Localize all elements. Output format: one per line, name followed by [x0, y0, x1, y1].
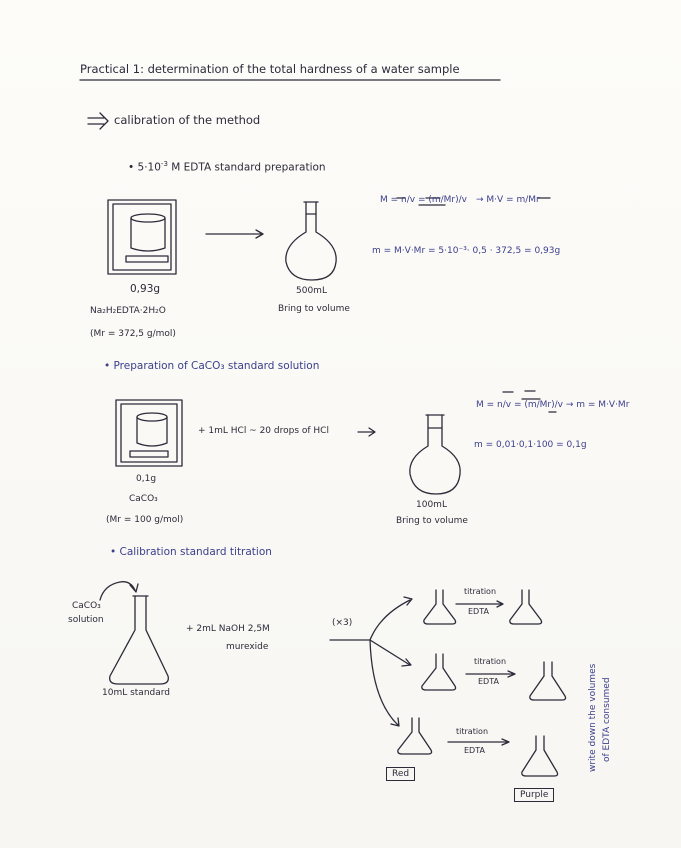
pour-arrow-icon: [100, 582, 138, 600]
section1-formula-1b: → M·V = m/Mr: [476, 195, 540, 205]
double-arrow-icon: [88, 113, 108, 129]
section2-compound: CaCO₃: [129, 494, 158, 504]
section2-mass: 0,1g: [136, 474, 157, 484]
calibration-heading: calibration of the method: [114, 113, 261, 127]
caco3-label: CaCO₃: [72, 601, 101, 611]
section1-molar-mass: (Mr = 372,5 g/mol): [90, 329, 176, 339]
volumetric-flask-icon: [286, 202, 336, 280]
volumetric-flask-icon-2: [410, 415, 460, 494]
standard-flask-label: 10mL standard: [102, 688, 171, 698]
section1-formula-2: m = M·V·Mr = 5·10⁻³· 0,5 · 372,5 = 0,93g: [372, 246, 561, 256]
section1-flask-volume: 500mL: [296, 286, 327, 296]
arrow-icon: [206, 230, 263, 238]
section3-heading: • Calibration standard titration: [110, 546, 272, 558]
section1-heading-rest: M EDTA standard preparation: [171, 161, 326, 174]
arrow-icon-2: [358, 428, 375, 436]
section2-formula-1: M = n/v = (m/Mr)/v → m = M·V·Mr: [476, 400, 630, 410]
red-color-label: Red: [386, 767, 415, 781]
section1-heading-exp: -3: [160, 160, 168, 168]
side-note-2: of EDTA consumed: [602, 677, 612, 762]
titration-label-1: titration: [464, 587, 497, 596]
balance-icon: [108, 200, 176, 274]
edta-label-1: EDTA: [468, 607, 489, 616]
section1-mass: 0,93g: [130, 283, 161, 295]
murexide-reagent: murexide: [226, 642, 269, 652]
page-title: Practical 1: determination of the total hardness of a water sample: [80, 62, 460, 76]
section1-flask-note: Bring to volume: [278, 304, 350, 314]
section2-molar-mass: (Mr = 100 g/mol): [106, 515, 184, 525]
edta-label-2: EDTA: [478, 677, 499, 686]
purple-color-label: Purple: [514, 788, 554, 802]
section2-heading-text: Preparation of CaCO₃ standard solution: [113, 360, 320, 372]
balance-icon-2: [116, 400, 182, 466]
naoh-reagent: + 2mL NaOH 2,5M: [186, 624, 270, 634]
section1-heading-prefix: 5·10: [137, 161, 161, 174]
section1-formula-1a: M = n/v = (m/Mr)/v: [380, 195, 467, 205]
side-note-1: write down the volumes: [588, 663, 598, 772]
section2-flask-volume: 100mL: [416, 500, 447, 510]
section3-heading-text: Calibration standard titration: [119, 546, 272, 558]
solution-label: solution: [68, 615, 104, 625]
edta-label-3: EDTA: [464, 746, 485, 755]
titration-label-2: titration: [474, 657, 507, 666]
section1-compound: Na₂H₂EDTA·2H₂O: [90, 306, 166, 316]
erlenmeyer-flask-icon: [110, 596, 169, 684]
section2-heading: • Preparation of CaCO₃ standard solution: [104, 360, 320, 372]
section2-reagent: + 1mL HCl ~ 20 drops of HCl: [198, 426, 329, 436]
section2-flask-note: Bring to volume: [396, 516, 468, 526]
repeat-count: (×3): [332, 618, 353, 628]
titration-label-3: titration: [456, 727, 489, 736]
section1-heading: • $5\cdot 10^{-3}$ M EDTA standard preparation: [128, 160, 326, 174]
section2-formula-2: m = 0,01·0,1·100 = 0,1g: [474, 440, 587, 450]
